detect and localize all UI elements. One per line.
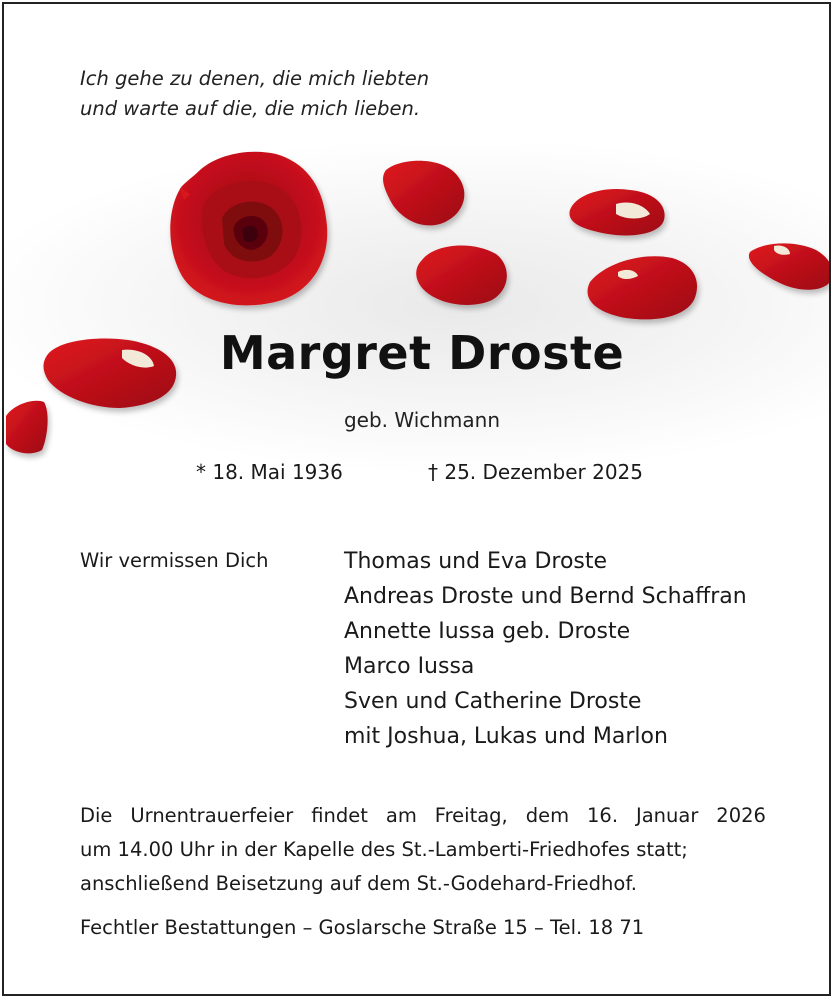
death-date: † 25. Dezember 2025 (428, 460, 643, 484)
petal (588, 256, 698, 319)
quote-line: und warte auf die, die mich lieben. (80, 97, 421, 120)
service-word: 16. (587, 804, 619, 827)
birth-date: * 18. Mai 1936 (196, 460, 343, 484)
funeral-home-contact: Fechtler Bestattungen – Goslarsche Straße 15 – Tel. 18 71 (80, 916, 645, 939)
mourner-name: mit Joshua, Lukas und Marlon (344, 724, 668, 749)
maiden-name: geb. Wichmann (343, 408, 501, 432)
mourner-name: Marco Iussa (344, 654, 475, 679)
obituary-card (2, 2, 831, 996)
petal (416, 245, 507, 305)
service-line-2: um 14.00 Uhr in der Kapelle des St.-Lamberti-Friedhofes statt; (80, 838, 688, 861)
service-word: findet (311, 804, 368, 827)
service-word: Urnentrauerfeier (130, 804, 294, 827)
service-word: Januar (635, 804, 699, 827)
service-word: Die (80, 804, 113, 827)
petal (383, 161, 464, 226)
mourner-name: Annette Iussa geb. Droste (344, 619, 631, 644)
memorial-quote (80, 64, 429, 124)
quote-line: Ich gehe zu denen, die mich liebten (80, 67, 430, 90)
petal (569, 189, 664, 235)
service-line-3: anschließend Beisetzung auf dem St.-Godehard-Friedhof. (80, 872, 637, 895)
mourners-intro: Wir vermissen Dich (80, 549, 269, 572)
service-info (80, 799, 770, 901)
service-line-1 (80, 799, 766, 833)
rose-flower (170, 152, 327, 306)
mourner-name: Thomas und Eva Droste (344, 549, 608, 574)
mourner-name: Sven und Catherine Droste (344, 689, 642, 714)
mourners-list (344, 544, 747, 754)
mourner-name: Andreas Droste und Bernd Schaffran (344, 584, 747, 609)
petal (749, 243, 831, 289)
service-word: dem (525, 804, 570, 827)
service-word: 2026 (716, 804, 766, 827)
deceased-name: Margret Droste (219, 326, 625, 380)
service-word: am (385, 804, 417, 827)
service-word: Freitag, (434, 804, 508, 827)
